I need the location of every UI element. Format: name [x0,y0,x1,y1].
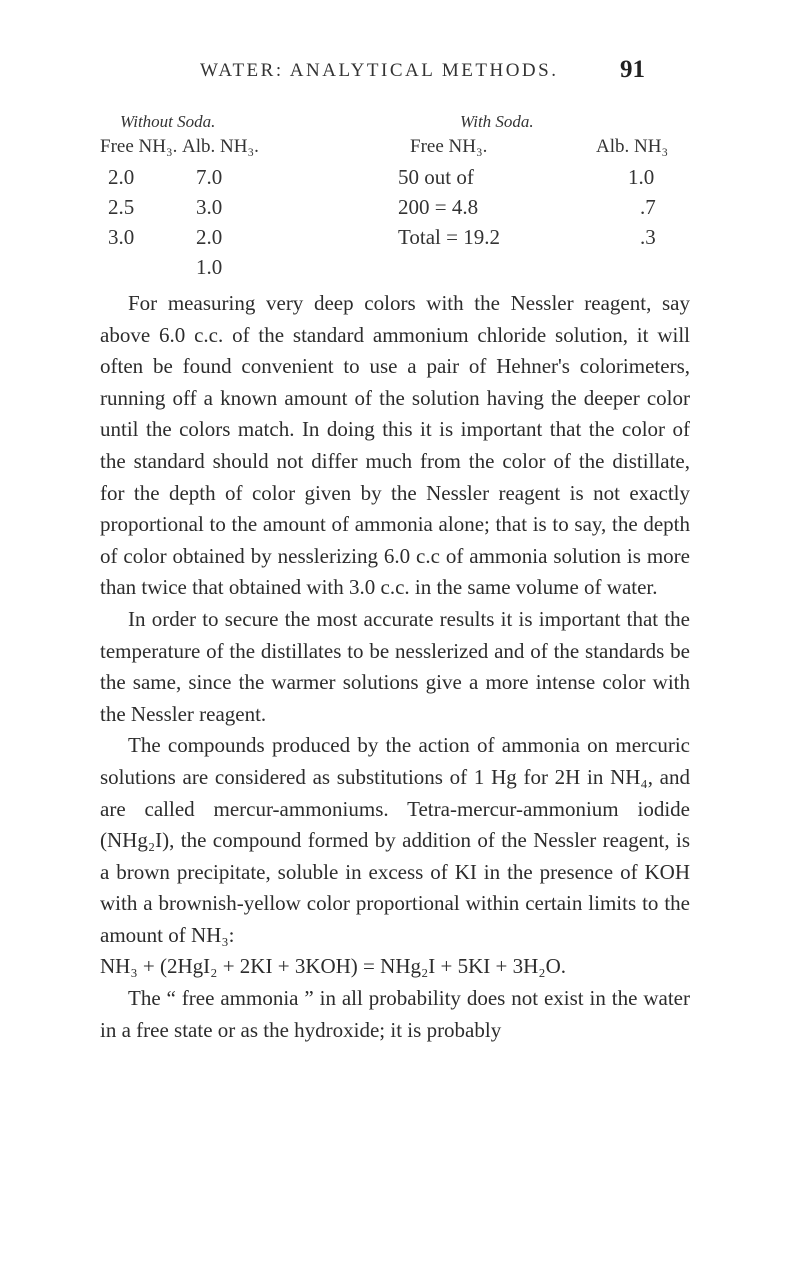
without-soda-caption: Without Soda. [120,112,216,131]
with-soda-alb-header: Alb. NH₃ [596,136,669,157]
with-soda-free-line: Total = 19.2 [398,225,500,249]
with-soda-free-header: Free NH₃. [410,136,488,157]
without-soda-alb-value: 1.0 [196,255,223,279]
with-soda-alb-value: .7 [640,195,656,219]
without-soda-alb-value: 2.0 [196,225,223,249]
with-soda-free-line: 200 = 4.8 [398,195,479,219]
without-soda-alb-value: 7.0 [196,165,223,189]
without-soda-free-value: 2.5 [108,195,135,219]
paragraph: For measuring very deep colors with the Nessler reagent, say above 6.0 c.c. of the standard ammonium chloride solution, it will often be found convenient to use a pair of Hehner's colorimeters, running off a known amount of the solution having the deeper color until the colors match. In doing this it is important that the color of the standard should not differ much from the color of the distillate, for the depth of color given by the Nessler reagent is not exactly proportional to the amount of ammonia alone; that is to say, the depth of color obtained by nesslerizing 6.0 c.c of ammonia solution is more than twice that obtained with 3.0 c.c. in the same volume of water. [100,291,690,600]
running-head: WATER: ANALYTICAL METHODS. [200,60,559,81]
with-soda-caption: With Soda. [460,112,534,131]
body-text [100,288,690,1046]
paragraph: In order to secure the most accurate results it is important that the temperature of the distillates to be nesslerized and of the standards be the same, since the warmer solutions give a more intense color with the Nessler reagent. [100,606,690,726]
paragraph: The “ free ammonia ” in all probability does not exist in the water in a free state or as the hydroxide; it is probably [100,986,690,1042]
with-soda-free-line: 50 out of [398,165,474,189]
without-soda-free-header: Free NH₃. [100,136,178,157]
ammonia-results-table [0,0,800,290]
without-soda-alb-value: 3.0 [196,195,223,219]
without-soda-alb-header: Alb. NH₃. [182,136,259,157]
without-soda-free-value: 3.0 [108,225,135,249]
chemical-equation: NH₃ + (2HgI₂ + 2KI + 3KOH) = NHg₂I + 5KI + 3H₂O. [100,954,567,979]
with-soda-alb-value: .3 [640,225,656,249]
with-soda-alb-value: 1.0 [628,165,655,189]
paragraph: The compounds produced by the action of ammonia on mercuric solutions are considered as substitutions of 1 Hg for 2H in NH₄, and are called mercur-ammoniums. Tetra-mercur-ammonium iodide (NHg₂I), the compound formed by addition of the Nessler reagent, is a brown precipitate, soluble in excess of KI in the presence of KOH with a brownish-yellow color proportional within certain limits to the amount of NH₃: [100,733,690,947]
without-soda-free-value: 2.0 [108,165,135,189]
page-number: 91 [620,56,645,83]
